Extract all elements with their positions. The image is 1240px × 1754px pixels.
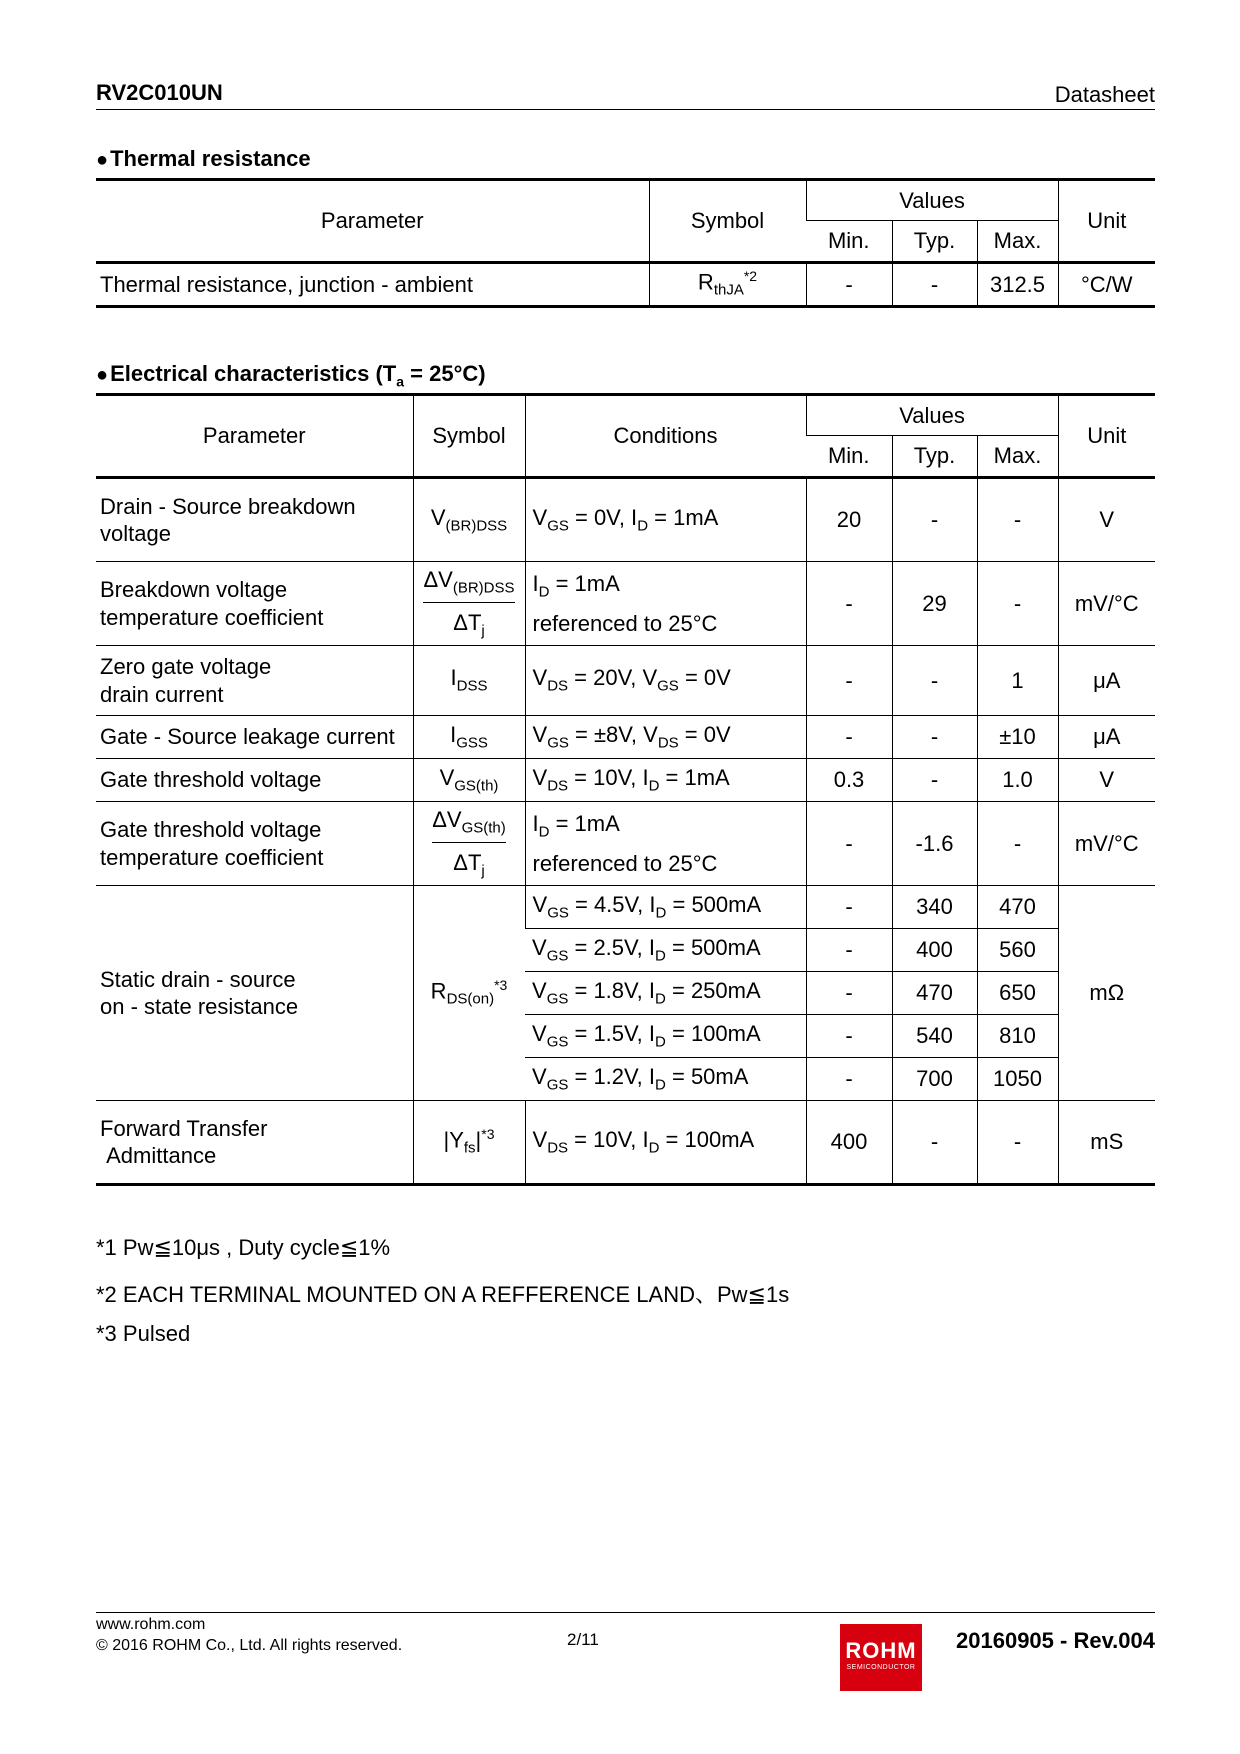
- typ-cell: -: [892, 646, 977, 716]
- symbol-cell: $|Y_{fs}|^{*3}$: [413, 1101, 525, 1185]
- page-number: 2/11: [567, 1630, 599, 1649]
- symbol-cell: $R_{thJA}^{*2}$: [649, 263, 806, 307]
- unit-cell: mV/°C: [1058, 802, 1155, 886]
- symbol-cell: $I_{DSS}$: [413, 646, 525, 716]
- footnote: *3 Pulsed: [96, 1321, 191, 1346]
- copyright: © 2016 ROHM Co., Ltd. All rights reserved.: [96, 1637, 403, 1654]
- symbol-cell: [413, 562, 525, 646]
- max-cell: -: [977, 802, 1058, 886]
- table-row: [96, 1101, 1155, 1185]
- typ-cell: 700: [892, 1058, 977, 1101]
- col-header-symbol: Symbol: [413, 395, 525, 478]
- header-divider: [96, 109, 1155, 110]
- col-header-min: Min.: [806, 221, 892, 263]
- conditions-cell: $V_{GS} = 1.2V$, $I_D = 50mA$: [525, 1058, 806, 1101]
- electrical-section-title: ●Electrical characteristics $(T_a = 25^\circ C)$: [96, 361, 486, 390]
- conditions-cell: $I_D = 1mA$ referenced to 25°C: [525, 562, 806, 646]
- symbol-cell: $V_{GS(th)}$: [413, 759, 525, 802]
- typ-cell: -: [892, 478, 977, 562]
- min-cell: 400: [806, 1101, 892, 1185]
- conditions-cell: $V_{GS} = 0V$, $I_D = 1mA$: [525, 478, 806, 562]
- thermal-section-title: ●Thermal resistance: [96, 146, 311, 171]
- bullet-icon: ●: [96, 149, 109, 171]
- min-cell: -: [806, 1015, 892, 1058]
- part-number: RV2C010UN: [96, 80, 223, 105]
- typ-cell: 400: [892, 929, 977, 972]
- min-cell: -: [806, 263, 892, 307]
- unit-cell: mΩ: [1058, 886, 1155, 1101]
- param-cell: Forward Transfer Admittance: [96, 1101, 413, 1185]
- table-row: [96, 716, 1155, 759]
- website-link[interactable]: www.rohm.com: [96, 1616, 206, 1633]
- min-cell: -: [806, 886, 892, 929]
- col-header-parameter: Parameter: [96, 180, 649, 263]
- bullet-icon: ●: [96, 364, 109, 386]
- symbol-cell: $R_{DS(on)}^{*3}$: [413, 886, 525, 1101]
- min-cell: -: [806, 562, 892, 646]
- conditions-cell: $V_{DS} = 20V$, $V_{GS} = 0V$: [525, 646, 806, 716]
- unit-cell: μA: [1058, 716, 1155, 759]
- table-header-row: [96, 395, 1155, 436]
- fraction: $\frac{\Delta V_{(BR)DSS}}{\Delta T_j}$: [423, 566, 515, 640]
- min-cell: -: [806, 646, 892, 716]
- conditions-cell: $V_{GS} = \pm 8V$, $V_{DS} = 0V$: [525, 716, 806, 759]
- param-cell: Zero gate voltage drain current: [96, 646, 413, 716]
- table-row: [96, 478, 1155, 562]
- col-header-max: Max.: [977, 221, 1058, 263]
- col-header-symbol: Symbol: [649, 180, 806, 263]
- table-row: [96, 646, 1155, 716]
- footnote: *2 EACH TERMINAL MOUNTED ON A REFFERENCE LAND、Pw≦1s: [96, 1282, 790, 1307]
- conditions-cell: $V_{GS} = 4.5V$, $I_D = 500mA$: [525, 886, 806, 929]
- unit-cell: mS: [1058, 1101, 1155, 1185]
- max-cell: 1: [977, 646, 1058, 716]
- table-row: [96, 802, 1155, 886]
- max-cell: -: [977, 562, 1058, 646]
- footer-divider: [96, 1612, 1155, 1613]
- table-row: [96, 759, 1155, 802]
- symbol-cell: $V_{(BR)DSS}$: [413, 478, 525, 562]
- min-cell: 20: [806, 478, 892, 562]
- min-cell: -: [806, 929, 892, 972]
- col-header-typ: Typ.: [892, 436, 977, 478]
- typ-cell: -: [892, 263, 977, 307]
- doc-type: Datasheet: [1054, 82, 1155, 107]
- unit-cell: V: [1058, 478, 1155, 562]
- col-header-min: Min.: [806, 436, 892, 478]
- typ-cell: 540: [892, 1015, 977, 1058]
- conditions-cell: $I_D = 1mA$ referenced to 25°C: [525, 802, 806, 886]
- revision: 20160905 - Rev.004: [956, 1628, 1155, 1653]
- typ-cell: 470: [892, 972, 977, 1015]
- rohm-logo: ROHM SEMICONDUCTOR: [840, 1624, 922, 1691]
- table-header-row: [96, 180, 1155, 221]
- col-header-parameter: Parameter: [96, 395, 413, 478]
- thermal-table: [96, 178, 1155, 308]
- conditions-cell: $V_{DS} = 10V$, $I_D = 100mA$: [525, 1101, 806, 1185]
- col-header-typ: Typ.: [892, 221, 977, 263]
- unit-cell: μA: [1058, 646, 1155, 716]
- max-cell: -: [977, 1101, 1058, 1185]
- conditions-cell: $V_{GS} = 1.5V$, $I_D = 100mA$: [525, 1015, 806, 1058]
- conditions-cell: $V_{GS} = 1.8V$, $I_D = 250mA$: [525, 972, 806, 1015]
- col-header-unit: Unit: [1058, 180, 1155, 263]
- param-cell: Drain - Source breakdown voltage: [96, 478, 413, 562]
- typ-cell: -: [892, 1101, 977, 1185]
- min-cell: -: [806, 972, 892, 1015]
- typ-cell: 29: [892, 562, 977, 646]
- symbol-cell: [413, 802, 525, 886]
- symbol-cell: $I_{GSS}$: [413, 716, 525, 759]
- typ-cell: 340: [892, 886, 977, 929]
- unit-cell: mV/°C: [1058, 562, 1155, 646]
- unit-cell: °C/W: [1058, 263, 1155, 307]
- param-cell: Gate - Source leakage current: [96, 716, 413, 759]
- typ-cell: -: [892, 759, 977, 802]
- min-cell: -: [806, 1058, 892, 1101]
- min-cell: -: [806, 716, 892, 759]
- fraction: $\frac{\Delta V_{GS(th)}}{\Delta T_j}$: [432, 806, 506, 880]
- col-header-values: Values: [806, 395, 1058, 436]
- unit-cell: V: [1058, 759, 1155, 802]
- param-cell: Breakdown voltage temperature coefficient: [96, 562, 413, 646]
- col-header-unit: Unit: [1058, 395, 1155, 478]
- param-cell: Gate threshold voltage temperature coefficient: [96, 802, 413, 886]
- max-cell: 560: [977, 929, 1058, 972]
- col-header-values: Values: [806, 180, 1058, 221]
- typ-cell: -: [892, 716, 977, 759]
- table-row: [96, 562, 1155, 646]
- footnote: *1 Pw≦10μs , Duty cycle≦1%: [96, 1235, 391, 1260]
- min-cell: -: [806, 802, 892, 886]
- max-cell: 810: [977, 1015, 1058, 1058]
- conditions-cell: $V_{DS} = 10V$, $I_D = 1mA$: [525, 759, 806, 802]
- max-cell: 1.0: [977, 759, 1058, 802]
- footnotes: [96, 1235, 789, 1364]
- max-cell: ±10: [977, 716, 1058, 759]
- table-row: [96, 886, 1155, 929]
- param-cell: Gate threshold voltage: [96, 759, 413, 802]
- col-header-max: Max.: [977, 436, 1058, 478]
- typ-cell: -1.6: [892, 802, 977, 886]
- max-cell: 1050: [977, 1058, 1058, 1101]
- max-cell: 470: [977, 886, 1058, 929]
- electrical-table: [96, 393, 1155, 1186]
- max-cell: 650: [977, 972, 1058, 1015]
- min-cell: 0.3: [806, 759, 892, 802]
- param-cell: Thermal resistance, junction - ambient: [96, 263, 649, 307]
- col-header-conditions: Conditions: [525, 395, 806, 478]
- max-cell: -: [977, 478, 1058, 562]
- table-row: [96, 263, 1155, 307]
- param-cell: Static drain - source on - state resistance: [96, 886, 413, 1101]
- max-cell: 312.5: [977, 263, 1058, 307]
- conditions-cell: $V_{GS} = 2.5V$, $I_D = 500mA$: [525, 929, 806, 972]
